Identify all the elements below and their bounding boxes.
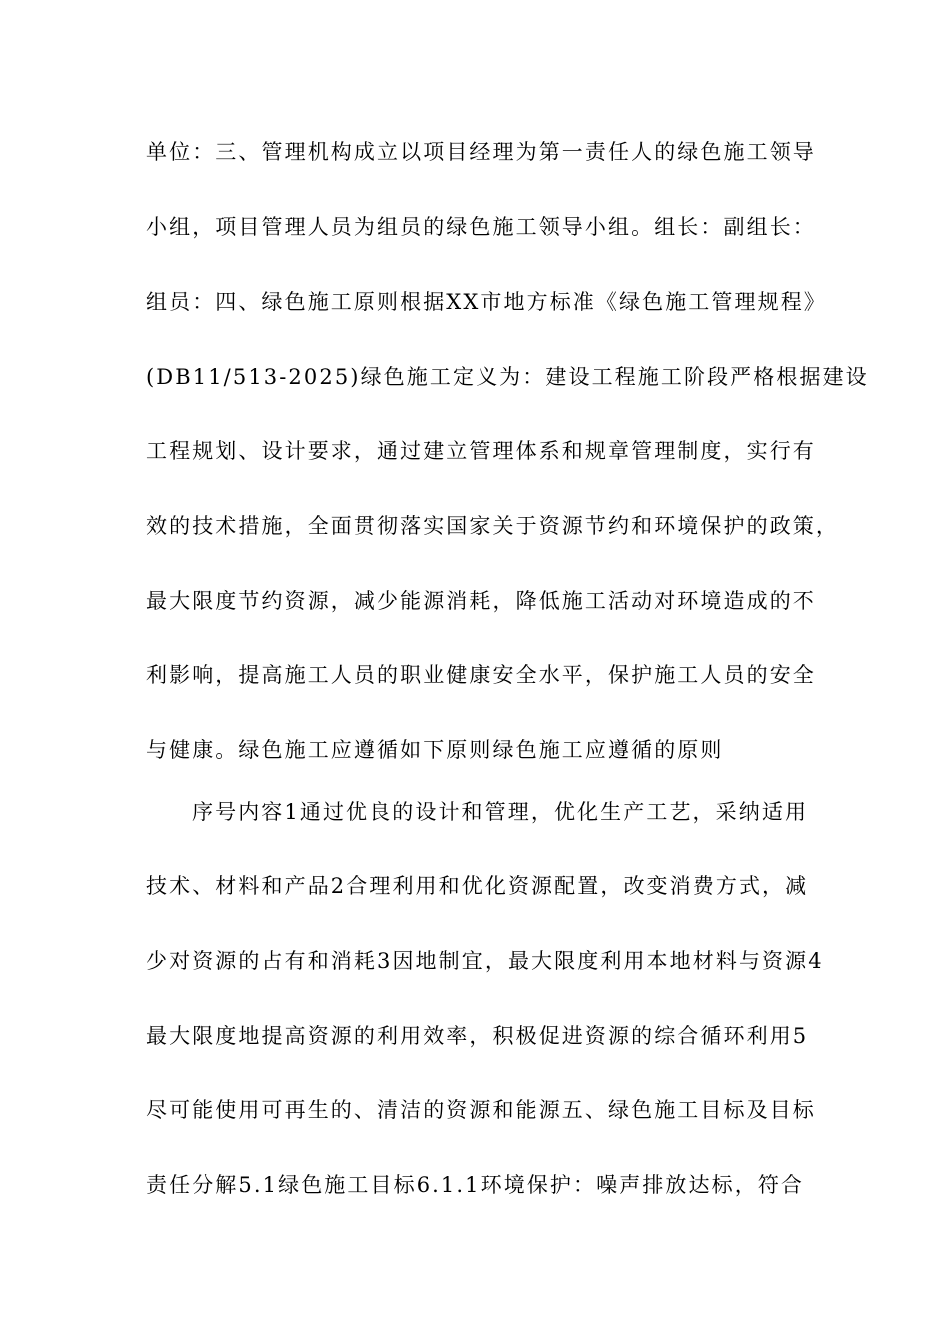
- text-line: 工程规划、设计要求，通过建立管理体系和规章管理制度，实行有: [146, 439, 816, 463]
- text-line: 效的技术措施，全面贯彻落实国家关于资源节约和环境保护的政策，: [146, 514, 839, 538]
- text-line-indented: 序号内容1通过优良的设计和管理，优化生产工艺，采纳适用: [192, 800, 809, 824]
- text-line: (DB11/513-2025)绿色施工定义为：建设工程施工阶段严格根据建设: [146, 365, 869, 389]
- text-line: 责任分解5.1绿色施工目标6.1.1环境保护：噪声排放达标，符合: [146, 1173, 805, 1197]
- text-line: 与健康。绿色施工应遵循如下原则绿色施工应遵循的原则: [146, 738, 724, 762]
- text-line: 最大限度节约资源，减少能源消耗，降低施工活动对环境造成的不: [146, 589, 816, 613]
- text-line: 尽可能使用可再生的、清洁的资源和能源五、绿色施工目标及目标: [146, 1098, 816, 1122]
- text-line: 单位：三、管理机构成立以项目经理为第一责任人的绿色施工领导: [146, 140, 816, 164]
- text-line: 组员：四、绿色施工原则根据XX市地方标准《绿色施工管理规程》: [146, 290, 827, 314]
- text-line: 少对资源的占有和消耗3因地制宜，最大限度利用本地材料与资源4: [146, 949, 824, 973]
- text-line: 利影响，提高施工人员的职业健康安全水平，保护施工人员的安全: [146, 663, 816, 687]
- text-line: 小组，项目管理人员为组员的绿色施工领导小组。组长：副组长：: [146, 215, 816, 239]
- text-line: 技术、材料和产品2合理利用和优化资源配置，改变消费方式，减: [146, 874, 809, 898]
- text-line: 最大限度地提高资源的利用效率，积极促进资源的综合循环利用5: [146, 1024, 809, 1048]
